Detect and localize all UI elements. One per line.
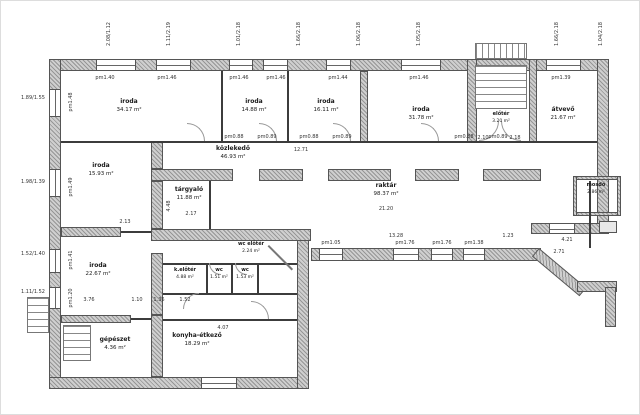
dim-left-window: 1.89/1.55 bbox=[21, 95, 45, 101]
window-opening bbox=[49, 287, 61, 309]
dim-raktar-chain: 13.28 bbox=[388, 233, 404, 239]
tag-south-window: pm1.76 bbox=[432, 240, 452, 246]
dim-top-window: 1.04/2.18 bbox=[598, 22, 604, 46]
dim-elotir-door-a: 2.10 bbox=[477, 135, 489, 141]
window-opening bbox=[319, 248, 343, 261]
dim-top-window: 1.06/2.18 bbox=[356, 22, 362, 46]
tag-window: pm1.46 bbox=[229, 75, 249, 81]
window-opening bbox=[201, 377, 237, 389]
tag-door: pm0.88 bbox=[224, 134, 244, 140]
window-opening bbox=[49, 249, 61, 273]
dim-corridor-length: 12.71 bbox=[293, 147, 309, 153]
divider2-extension bbox=[131, 318, 151, 320]
tag-left-window: pm1.41 bbox=[68, 250, 74, 270]
room-label-iroda-3: iroda 16.11 m² bbox=[313, 98, 339, 113]
wall-leftcol-seg3 bbox=[151, 253, 163, 315]
door-arc bbox=[251, 301, 269, 319]
stairs-gepeszet bbox=[63, 325, 91, 361]
stairs-exterior-left bbox=[27, 297, 49, 333]
window-opening bbox=[393, 248, 419, 261]
targyalo-right-line bbox=[209, 181, 211, 229]
office-divider-line bbox=[221, 71, 223, 141]
window-opening bbox=[263, 59, 288, 71]
window-opening bbox=[49, 169, 61, 197]
room-label-atvevo: átvevő 21.67 m² bbox=[550, 106, 576, 121]
dim-divider-width: 2.13 bbox=[119, 219, 131, 225]
room-label-konyha: konyha-étkező 18.29 m² bbox=[172, 332, 222, 347]
wall-corridor-seg5 bbox=[483, 169, 541, 181]
leftroom-top-line bbox=[61, 141, 151, 143]
dim-targyalo-width: 2.17 bbox=[185, 211, 197, 217]
room-label-wc-elotir: wc előtér 2.24 m² bbox=[237, 241, 265, 254]
wall-office-divider bbox=[360, 71, 368, 143]
wall-corridor-seg4 bbox=[415, 169, 459, 181]
tag-left-window: pm1.49 bbox=[68, 177, 74, 197]
tag-window: pm1.40 bbox=[95, 75, 115, 81]
wall-raktar-south-a bbox=[151, 229, 311, 241]
tag-left-window: pm1.20 bbox=[68, 288, 74, 308]
tag-door: pm0.88 bbox=[299, 134, 319, 140]
window-opening bbox=[156, 59, 191, 71]
tag-south-window: pm1.38 bbox=[464, 240, 484, 246]
room-label-mosdo: mosdó 2.86 m² bbox=[586, 182, 606, 195]
dim-left-window: 1.11/1.52 bbox=[21, 289, 45, 295]
dim-lower-row: 1.36 bbox=[153, 297, 165, 303]
wall-corridor-seg1 bbox=[151, 169, 233, 181]
dim-elotir-door-b: 2.18 bbox=[509, 135, 521, 141]
wall-leftcol-seg4 bbox=[151, 315, 163, 377]
wall-cluster-right bbox=[297, 229, 309, 389]
room-label-iroda-4: iroda 31.78 m² bbox=[408, 106, 434, 121]
wall-mosdo-bottom bbox=[573, 212, 621, 216]
wall-stub-vertical bbox=[605, 287, 616, 327]
office-divider-line bbox=[287, 71, 289, 141]
wc-corner-diagonal-line bbox=[268, 245, 293, 270]
wall-leftcol-seg2 bbox=[151, 181, 163, 229]
corridor-top-line bbox=[151, 141, 597, 143]
door-arc bbox=[421, 123, 439, 141]
konyha-top-line bbox=[163, 319, 297, 321]
dim-konyha-width: 4.07 bbox=[217, 325, 229, 331]
dim-left-window: 1.52/1.40 bbox=[21, 251, 45, 257]
cluster-bottom-line bbox=[163, 293, 297, 295]
tag-door: pm0.89 bbox=[488, 134, 508, 140]
dim-right-b: 2.71 bbox=[553, 249, 565, 255]
wall-elotir-right bbox=[529, 59, 537, 143]
cluster-divider-line bbox=[257, 263, 259, 293]
room-label-iroda-1: iroda 34.17 m² bbox=[116, 98, 142, 113]
window-opening bbox=[546, 59, 581, 71]
room-label-kozlekedo: közlekedő 46.93 m² bbox=[216, 145, 250, 160]
cluster-divider-line bbox=[206, 263, 208, 293]
wall-mosdo-left bbox=[573, 176, 577, 216]
dim-top-window: 1.66/2.18 bbox=[296, 22, 302, 46]
divider1-extension bbox=[121, 231, 151, 233]
wall-corridor-seg3 bbox=[328, 169, 391, 181]
dim-top-window: 1.11/2.19 bbox=[166, 22, 172, 46]
tag-window: pm1.46 bbox=[157, 75, 177, 81]
window-opening bbox=[463, 248, 485, 261]
room-label-wc-2: wc 1.53 m² bbox=[236, 267, 254, 280]
dim-raktar-width: 21.20 bbox=[378, 206, 394, 212]
room-label-gepeszet: gépészet 4.36 m² bbox=[99, 336, 131, 351]
window-opening bbox=[401, 59, 441, 71]
stairs-entry-porch bbox=[475, 43, 527, 59]
wall-left-divider1 bbox=[61, 227, 121, 237]
room-label-targyalo: tárgyaló 11.88 m² bbox=[174, 186, 204, 201]
tag-south-window: pm1.05 bbox=[321, 240, 341, 246]
dim-lower-row: 1.10 bbox=[131, 297, 143, 303]
tag-door: pm0.89 bbox=[332, 134, 352, 140]
tag-door: pm0.88 bbox=[454, 134, 474, 140]
tag-window: pm1.46 bbox=[409, 75, 429, 81]
dim-lower-row: 3.76 bbox=[83, 297, 95, 303]
dim-top-window: 1.05/2.18 bbox=[416, 22, 422, 46]
room-label-raktar: raktár 98.37 m² bbox=[373, 182, 399, 197]
room-label-iroda-2: iroda 14.88 m² bbox=[241, 98, 267, 113]
wall-corridor-seg2 bbox=[259, 169, 303, 181]
tag-left-window: pm1.48 bbox=[68, 92, 74, 112]
dim-right-a: 4.21 bbox=[561, 237, 573, 243]
window-opening bbox=[229, 59, 253, 71]
tag-door: pm0.89 bbox=[257, 134, 277, 140]
wall-leftcol-seg1 bbox=[151, 141, 163, 169]
dim-left-window: 1.98/1.39 bbox=[21, 179, 45, 185]
tag-window: pm1.44 bbox=[328, 75, 348, 81]
dim-top-window: 1.01/2.18 bbox=[236, 22, 242, 46]
wall-bottom-left bbox=[49, 377, 309, 389]
wall-raktar-south-b bbox=[311, 248, 541, 261]
tag-window: pm1.39 bbox=[551, 75, 571, 81]
dim-targyalo-depth: 4.48 bbox=[166, 200, 172, 212]
door-arc bbox=[187, 123, 205, 141]
wall-mosdo-right bbox=[617, 176, 621, 216]
stairs-elotir bbox=[475, 65, 527, 109]
dim-top-window: 2.08/1.12 bbox=[106, 22, 112, 46]
room-label-iroda-6: iroda 22.67 m² bbox=[85, 262, 111, 277]
tag-south-window: pm1.76 bbox=[395, 240, 415, 246]
cluster-top-line bbox=[163, 263, 297, 265]
dim-south-gap: 1.23 bbox=[502, 233, 514, 239]
window-opening bbox=[49, 89, 61, 117]
window-opening bbox=[431, 248, 453, 261]
dim-lower-row: 1.52 bbox=[179, 297, 191, 303]
wall-left-divider2 bbox=[61, 315, 131, 323]
room-label-k-elotir: k.előtér 4.88 m² bbox=[173, 267, 197, 280]
room-label-wc-1: wc 1.51 m² bbox=[210, 267, 228, 280]
window-opening bbox=[96, 59, 136, 71]
shaft-box bbox=[599, 221, 617, 233]
window-opening bbox=[549, 223, 575, 234]
tag-window: pm1.46 bbox=[266, 75, 286, 81]
room-label-iroda-5: iroda 15.93 m² bbox=[88, 162, 114, 177]
wall-right bbox=[597, 59, 609, 229]
wall-mosdo-top bbox=[573, 176, 621, 180]
dim-top-window: 1.66/2.18 bbox=[554, 22, 560, 46]
window-opening bbox=[326, 59, 351, 71]
cluster-divider-line bbox=[231, 263, 233, 293]
room-label-elotir: előtér 3.20 m² bbox=[492, 111, 510, 124]
